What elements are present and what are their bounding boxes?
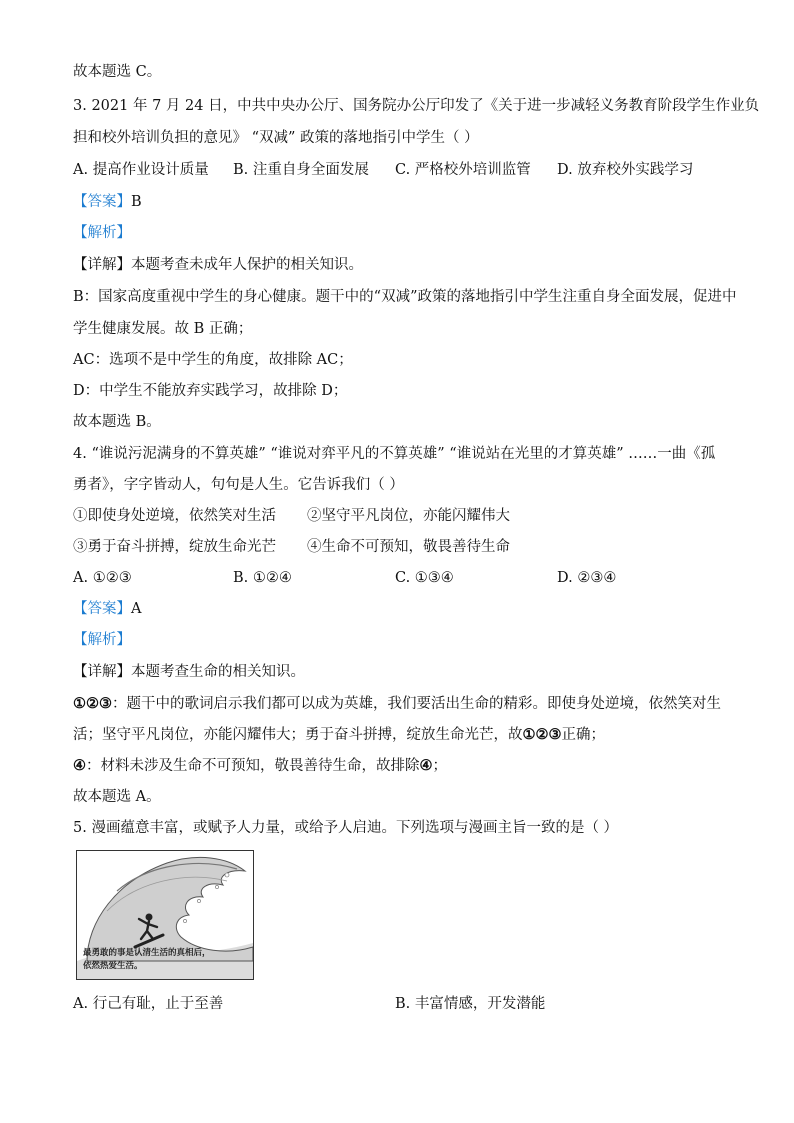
q5-stem: 5. 漫画蕴意丰富，或赋予人力量，或给予人启迪。下列选项与漫画主旨一致的是（ ） bbox=[73, 820, 619, 836]
q4-conclusion: 故本题选 A。 bbox=[73, 789, 161, 805]
q5-option-b: B. 丰富情感，开发潜能 bbox=[395, 996, 546, 1012]
q4-answer-line bbox=[73, 599, 141, 619]
q4-option-b: B. ①②④ bbox=[233, 570, 292, 586]
q3-analysis-tag: 【解析】 bbox=[73, 225, 131, 241]
q4-option-d: D. ②③④ bbox=[557, 570, 617, 586]
q4-detail-line: 【详解】本题考查生命的相关知识。 bbox=[73, 664, 305, 680]
q3-conclusion: 故本题选 B。 bbox=[73, 414, 161, 430]
q3-answer-tag: 【答案】 bbox=[73, 194, 131, 210]
q4-exp2-label: ④ bbox=[73, 757, 86, 774]
q4-option-c: C. ①③④ bbox=[395, 570, 454, 586]
q3-answer-line bbox=[73, 192, 142, 212]
cartoon-caption-line2: 依然热爱生活。 bbox=[83, 961, 143, 971]
q4-answer-tag: 【答案】 bbox=[73, 601, 131, 617]
q4-exp1b-label: ①②③ bbox=[522, 726, 562, 743]
q4-exp1a-text: ：题干中的歌词启示我们都可以成为英雄，我们要活出生命的精彩。即使身处逆境，依然笑对生 bbox=[112, 696, 721, 712]
q3-answer: B bbox=[131, 194, 142, 210]
q4-exp1a-label: ①②③ bbox=[73, 695, 112, 712]
cartoon-caption bbox=[83, 947, 211, 973]
q3-option-b: B. 注重自身全面发展 bbox=[233, 162, 369, 178]
q4-analysis-tag: 【解析】 bbox=[73, 632, 131, 648]
q5-option-a: A. 行己有耻，止于至善 bbox=[73, 996, 224, 1012]
q4-statement-4: ④生命不可预知，敬畏善待生命 bbox=[307, 539, 510, 555]
q3-explanation-3: D：中学生不能放弃实践学习，故排除 D； bbox=[73, 383, 348, 399]
q4-exp2-label2: ④ bbox=[419, 757, 433, 774]
q4-exp2-pre: ：材料未涉及生命不可预知，敬畏善待生命，故排除 bbox=[86, 758, 420, 774]
prev-conclusion: 故本题选 C。 bbox=[73, 64, 162, 80]
q4-stem-line1: 4. “谁说污泥满身的不算英雄” “谁说对弈平凡的不算英雄” “谁说站在光里的才算英雄” ……一曲《孤 bbox=[73, 446, 716, 462]
q4-exp1b-pre: 活；坚守平凡岗位，亦能闪耀伟大；勇于奋斗拼搏，绽放生命光芒，故 bbox=[73, 727, 523, 743]
q4-statement-1: ①即使身处逆境，依然笑对生活 bbox=[73, 508, 276, 524]
q3-stem-line1: 3. 2021 年 7 月 24 日，中共中央办公厅、国务院办公厅印发了《关于进一步减轻义务教育阶段学生作业负 bbox=[73, 98, 760, 114]
q4-explanation-2 bbox=[73, 756, 447, 776]
q3-explanation-1a: B：国家高度重视中学生的身心健康。题干中的“双减”政策的落地指引中学生注重自身全面发展，促进中 bbox=[73, 289, 737, 305]
cartoon-image bbox=[76, 850, 254, 980]
q4-option-a: A. ①②③ bbox=[73, 570, 132, 586]
q4-answer: A bbox=[131, 601, 142, 617]
q3-option-a: A. 提高作业设计质量 bbox=[73, 162, 209, 178]
q4-exp2-post: ； bbox=[432, 758, 447, 774]
q4-explanation-1a bbox=[73, 694, 721, 714]
cartoon-caption-line1: 最勇敢的事是认清生活的真相后， bbox=[83, 948, 211, 958]
q4-explanation-1b bbox=[73, 725, 605, 745]
q3-stem-line2: 担和校外培训负担的意见》 “双减” 政策的落地指引中学生（ ） bbox=[73, 130, 479, 146]
q4-statement-3: ③勇于奋斗拼搏，绽放生命光芒 bbox=[73, 539, 276, 555]
q4-stem-line2: 勇者》，字字皆动人，句句是人生。它告诉我们（ ） bbox=[73, 477, 404, 493]
q4-statement-2: ②坚守平凡岗位，亦能闪耀伟大 bbox=[307, 508, 510, 524]
q4-exp1b-post: 正确； bbox=[561, 727, 605, 743]
q3-explanation-1b: 学生健康发展。故 B 正确； bbox=[73, 321, 253, 337]
q3-option-c: C. 严格校外培训监管 bbox=[395, 162, 531, 178]
q3-detail-line: 【详解】本题考查未成年人保护的相关知识。 bbox=[73, 257, 363, 273]
q3-option-d: D. 放弃校外实践学习 bbox=[557, 162, 694, 178]
q3-explanation-2: AC：选项不是中学生的角度，故排除 AC； bbox=[73, 352, 353, 368]
